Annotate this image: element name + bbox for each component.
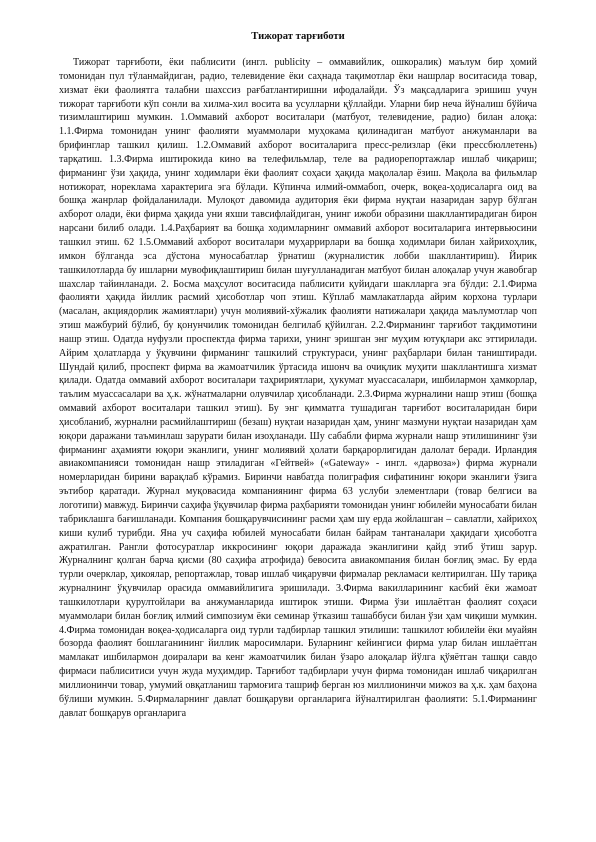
document-body-paragraph: Тижорат тарғиботи, ёки паблисити (ингл. publicity – оммавийлик, ошкоралик) маълум бир ҳомий томонидан пул тўланмайдиган, радио, телевидение ёки саҳнада тақимотлар ёки нашрлар воситасида товар, хизмат ёки фаолиятга талабни шахссиз рағбатлантиришни ифодалайди. Ўз мақсадларига эришиш учун тижорат тарғиботи кўп сонли ва хилма-хил восита ва усулларни қўллайди. Уларни бир неча йўналиш бўйича тизимлаштириш мумкин. 1.Оммавий ахборот воситалари (матбуот, телевидение, радио) билан алоқа: 1.1.Фирма томонидан унинг фаолияти муаммолари муҳокама қилинадиган матбуот анжуманлари ва брифинглар ташкил қилиш. 1.2.Оммавий ахборот воситаларига пресс-релизлар (ёки прессбюллетень) тарқатиш. 1.3.Фирма иштирокида кино ва телефильмлар, теле ва радиорепортажлар ишлаб чиқариш; фирманинг ўзи ҳақида, унинг ходимлари ёки фаолият соҳаси ҳақида мақолалар ёзиш. Мақола ва фильмлар нотижорат, нореклама характерига эга бўлади. Кўпинча илмий-оммабоп, очерк, воқеа-ҳодисаларга оид ва бошқа жанрлар фойдаланилади. Мулоқот давомида аудитория ёки фирма нуқтаи назаридан зарур бўлган ахборот олади, ёки фирма ҳақида уни яхши тавсифлайдиган, унинг ижоби образини шакллантирадиган бирон нарсани билиб олади. 1.4.Раҳбарият ва бошқа ходимларнинг оммавий ахборот воситаларига интервьюсини ташкил этиш. 62 1.5.Оммавий ахборот воситалари муҳаррирлари ва бошқа ходимлари билан хайрихоҳлик, имкон бўлганда эса дўстона муносабатлар ўрнатиш (журналистик лобби шакллантириш). Йирик ташкилотларда бу ишларни мувофиқлаштириш билан шуғулланадиган матбуот билан алоқалар учун жавобгар шахслар тайинланади. 2. Босма маҳсулот воситасида паблисити қуйидаги шаклларга эга бўлди: 2.1.Фирма фаолияти ҳақида йиллик расмий ҳисоботлар чоп этиш. Кўплаб мамлакатларда айрим корхона турлари (масалан, акциядорлик жамиятлари) учун молиявий-хўжалик фаолияти натижалари ҳақида маълумотлар чоп этиш мажбурий бўлиб, бу қонунчилик томонидан белгилаб қўйилган. 2.2.Фирманинг тарғибот тақдимотини нашр этиш. Одатда нуфузли проспектда фирма тарихи, унинг эришган энг муҳим ютуқлари акс эттирилади. Айрим ҳолатларда у ўқувчини фирманинг ташкилий структураси, унинг раҳбарлари билан таништиради. Шундай қилиб, проспект фирма ва жамоатчилик ўртасида ишонч ва очиқлик муҳити шакллантишга хизмат қилади. Одатда оммавий ахборот воситалари таҳририятлари, ҳукумат муассасалари, ишбилармон ҳамкорлар, таълим муассасалари ва ҳ.к. жўнатмаларни олувчилар ҳисобланади. 2.3.Фирма журналини нашр этиш (бошқа оммавий ахборот воситалари ташкил этиш). Бу энг қимматга тушадиган тарғибот воситаларидан бири ҳисобланиб, журнални расмийлаштириш (безаш) нуқтаи назаридан ҳам, унинг мазмуни нуқтаи назаридан ҳам юқори даражани таъминлаш зарурати билан изоҳланади. Шу сабабли фирма журнали нашр этилишининг ўзи фирманинг аҳамияти юқори эканлиги, унинг молиявий ҳолати барқарорлигидан далолат беради. Ирландия авиакомпанияси томонидан нашр этиладиган «Гейтвей» («Gateway» - ингл. «дарвоза») фирма журнали номерларидан бирини варақлаб кўрамиз. Биринчи навбатда полиграфия сифатининг юқори эканлиги ўзига эътибор қаратади. Журнал муқовасида компаниянинг фирма 63 услуби элементлари (товар белгиси ва логотипи) мавжуд. Биринчи саҳифа ўқувчилар фирма раҳбарияти томонидан унинг юбилейи муносабати билан табриклашга бағишланади. Компания бошқарувчисининг расми ҳам шу ерда жойлашган – савлатли, хайрихоҳ киши кулиб турибди. Яна уч саҳифа юбилей муносабати билан байрам тантаналари ҳақидаги ҳисоботга ажратилган. Рангли фотосуратлар иккросининг юқори даражада эканлигини қайд этиб ўтиш зарур. Журналнинг қолган барча қисми (80 саҳифа атрофида) бевосита авиакомпания билан боғлиқ эмас. Бу ерда турли очерклар, ҳикоялар, репортажлар, товар ишлаб чиқарувчи фирмалар рекламаси келтирилган. Шу тариқа журналнинг ўқувчилар орасида оммавийлигига эришилади. 3.Фирма вакилларининг касбий ёки жамоат ташкилотлари қурултойлари ва анжуманларида иштирок этиши. Фирма ўзи ишлаётган фаолият соҳаси муаммолари билан боғлиқ илмий симпозиум ёки семинар ўтказиш ташаббуси билан ўзи ҳам чиқиши мумкин. 4.Фирма томонидан воқеа-ҳодисаларга оид турли тадбирлар ташкил этилиши: ташкилот юбилейи ёки муайян бозорда фаолият бошлаганининг йиллик маросимлари. Буларнинг кейингиси фирма улар билан ишлаётган мамлакат ишбилармон доиралари ва кенг жамоатчилик билан ўзаро алоқалар йўлга қўяётган ташқи савдо фирмаси паблиситиси учун жуда муҳимдир. Тарғибот тадбирлари учун фирма томонидан ишлаб чиқарилган миллионинчи товар, умумий овқатланиш тармоғига ташриф берган юз миллионинчи мижоз ва ҳ.к. ҳам баҳона бўлиши мумкин. 5.Фирмаларнинг давлат бошқаруви органларига йўналтирилган фаолияти: 5.1.Фирманинг давлат бошқарув органларига — [59, 57, 537, 719]
document-page — [59, 30, 537, 721]
document-title: Тижорат тарғиботи — [251, 31, 345, 42]
